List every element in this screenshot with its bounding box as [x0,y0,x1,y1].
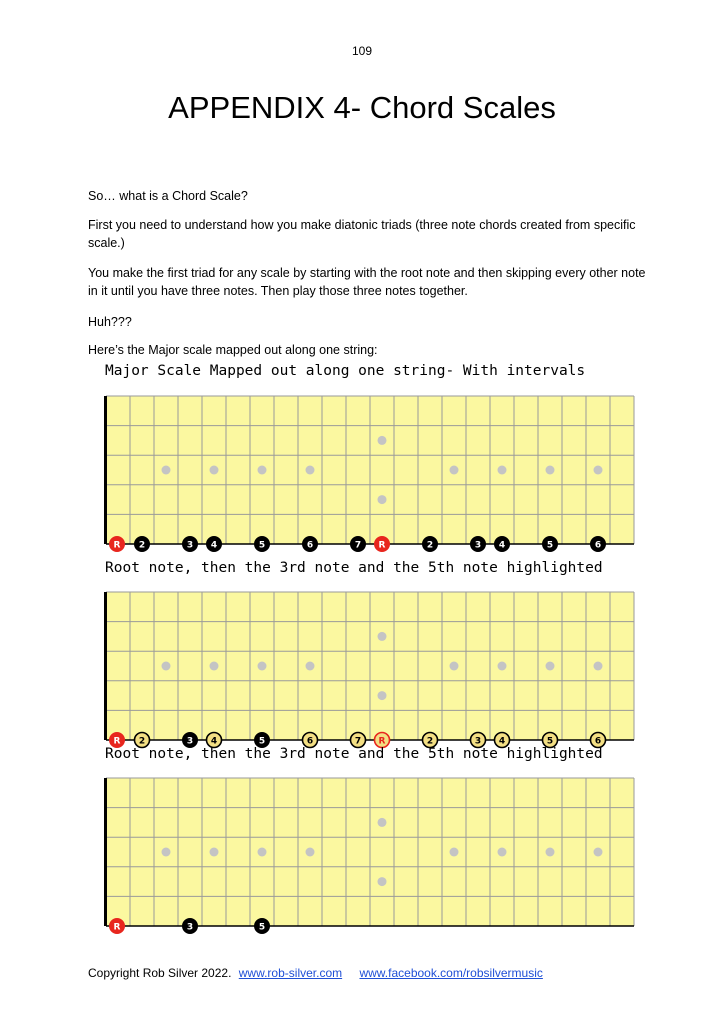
fret-inlay-dot [594,848,603,857]
svg-text:3: 3 [186,540,194,551]
fret-inlay-dot [162,848,171,857]
svg-text:R: R [113,922,121,933]
svg-text:7: 7 [354,736,362,747]
fret-inlay-dot [306,848,315,857]
scale-note-marker [303,537,318,552]
fret-inlay-dot [450,848,459,857]
scale-note-marker [495,537,510,552]
fret-inlay-dot [306,662,315,671]
svg-text:R: R [378,540,386,551]
svg-text:R: R [113,540,121,551]
fretboard-diagram-triad-highlight [0,584,724,747]
svg-text:5: 5 [258,540,266,551]
fret-inlay-dot [450,466,459,475]
scale-note-marker [183,537,198,552]
fretboard-svg [0,388,724,558]
nut [104,396,107,544]
scale-note-marker [255,537,270,552]
fret-inlay-dot [594,466,603,475]
fret-inlay-dot [378,877,387,886]
scale-note-marker [255,919,270,934]
fret-inlay-dot [162,466,171,475]
scale-note-marker [471,537,486,552]
scale-note-marker [351,537,366,552]
svg-text:R: R [113,736,121,747]
svg-text:4: 4 [210,540,218,551]
fret-inlay-dot [378,818,387,827]
root-note-marker [110,919,125,934]
svg-text:7: 7 [354,540,362,551]
fret-inlay-dot [378,436,387,445]
fret-inlay-dot [546,466,555,475]
svg-text:5: 5 [258,922,266,933]
fret-inlay-dot [546,662,555,671]
fret-inlay-dot [210,662,219,671]
scale-note-marker [543,537,558,552]
fret-inlay-dot [594,662,603,671]
page-number: 109 [351,44,373,58]
svg-text:3: 3 [186,736,194,747]
fretboard-diagram-intervals [0,388,724,558]
fretboard-svg [0,584,724,754]
fret-inlay-dot [498,662,507,671]
fret-inlay-dot [258,662,267,671]
root-note-marker [375,537,390,552]
svg-text:6: 6 [594,736,602,747]
paragraph-major-scale-intro: Here’s the Major scale mapped out along one string: [88,343,378,357]
fret-inlay-dot [210,848,219,857]
fret-inlay-dot [546,848,555,857]
svg-text:2: 2 [138,540,146,551]
svg-text:3: 3 [186,922,194,933]
svg-text:6: 6 [306,540,314,551]
nut [104,592,107,740]
diagram-caption-intervals: Major Scale Mapped out along one string- With intervals [105,363,586,379]
svg-text:R: R [378,736,386,747]
fret-inlay-dot [498,848,507,857]
svg-text:5: 5 [546,736,554,747]
fret-inlay-dot [210,466,219,475]
paragraph-huh: Huh??? [88,315,132,329]
scale-note-marker [423,537,438,552]
svg-text:6: 6 [594,540,602,551]
diagram-caption-triad-highlight: Root note, then the 3rd note and the 5th note highlighted [105,560,603,576]
fretboard-svg [0,770,724,940]
paragraph-question: So… what is a Chord Scale? [88,189,248,203]
fret-inlay-dot [162,662,171,671]
fret-inlay-dot [378,632,387,641]
svg-text:4: 4 [498,540,506,551]
scale-note-marker [207,537,222,552]
diagram-caption-triad-only: Root note, then the 3rd note and the 5th note highlighted [105,746,603,762]
fret-inlay-dot [258,848,267,857]
svg-text:2: 2 [138,736,146,747]
page-title: APPENDIX 4- Chord Scales [168,90,556,125]
scale-note-marker [591,537,606,552]
footer [88,966,543,980]
website-link[interactable]: www.rob-silver.com [238,966,343,980]
fret-inlay-dot [306,466,315,475]
fret-inlay-dot [378,495,387,504]
svg-text:2: 2 [426,540,434,551]
copyright-text: Copyright Rob Silver 2022. [88,966,232,980]
scale-note-marker [135,537,150,552]
fret-inlay-dot [378,691,387,700]
svg-text:2: 2 [426,736,434,747]
svg-text:6: 6 [306,736,314,747]
facebook-link[interactable]: www.facebook.com/robsilvermusic [359,966,543,980]
svg-text:4: 4 [210,736,218,747]
svg-text:3: 3 [474,540,482,551]
scale-note-marker [183,919,198,934]
root-note-marker [110,537,125,552]
nut [104,778,107,926]
fret-inlay-dot [258,466,267,475]
svg-text:4: 4 [498,736,506,747]
fretboard-diagram-triad-only [0,770,724,933]
fret-inlay-dot [450,662,459,671]
svg-text:5: 5 [546,540,554,551]
fret-inlay-dot [498,466,507,475]
svg-text:3: 3 [474,736,482,747]
paragraph-first-triad: You make the first triad for any scale by starting with the root note and then skipping every other note in it until you have three notes. Then play those three notes together. [88,266,646,298]
paragraph-diatonic-triads: First you need to understand how you make diatonic triads (three note chords created from specific scale.) [88,218,636,250]
svg-text:5: 5 [258,736,266,747]
